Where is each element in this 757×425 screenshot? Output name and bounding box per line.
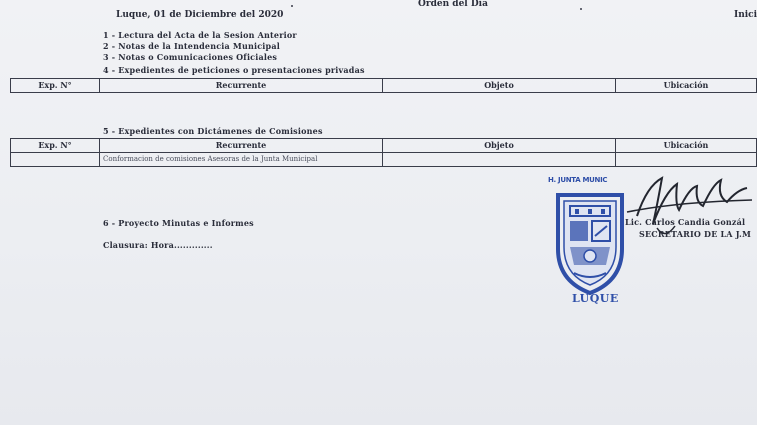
cell-ubicacion — [616, 153, 757, 167]
col-recurrente-header: Recurrente — [100, 139, 383, 153]
header-right-fragment: Inici — [734, 10, 757, 20]
cell-recurrente: Conformacion de comisiones Asesoras de la Junta Municipal — [100, 153, 383, 167]
cell-exp — [11, 153, 100, 167]
col-recurrente-header: Recurrente — [100, 79, 383, 93]
cell-objeto — [383, 153, 616, 167]
document-title: Orden del Día — [418, 0, 488, 9]
col-objeto-header: Objeto — [383, 139, 616, 153]
col-exp-header: Exp. N° — [11, 139, 100, 153]
table-header-row — [11, 79, 757, 93]
col-exp-header: Exp. N° — [11, 79, 100, 93]
agenda-item-3: 3 - Notas o Comunicaciones Oficiales — [103, 52, 278, 62]
agenda-item-1: 1 - Lectura del Acta de la Sesion Anterior — [103, 30, 297, 40]
seal-city-text: LUQUE — [572, 292, 619, 305]
agenda-item-4: 4 - Expedientes de peticiones o presentaciones privadas — [103, 65, 365, 75]
petitions-table — [10, 78, 757, 93]
col-ubicacion-header: Ubicación — [616, 79, 757, 93]
document-date: Luque, 01 de Diciembre del 2020 — [116, 10, 284, 20]
table-row — [11, 153, 757, 167]
signer-name: Lic. Carlos Candia Gonzál — [625, 217, 746, 227]
seal-org-text: H. JUNTA MUNIC — [548, 176, 608, 184]
speck — [291, 5, 293, 7]
table-header-row — [11, 139, 757, 153]
col-ubicacion-header: Ubicación — [616, 139, 757, 153]
agenda-item-2: 2 - Notas de la Intendencia Municipal — [103, 41, 280, 51]
agenda-item-5: 5 - Expedientes con Dictámenes de Comisiones — [103, 126, 323, 136]
signer-title: SECRETARIO DE LA J.M — [639, 229, 752, 239]
col-objeto-header: Objeto — [383, 79, 616, 93]
agenda-item-6: 6 - Proyecto Minutas e Informes — [103, 218, 254, 228]
dictamenes-table — [10, 138, 757, 167]
speck — [580, 8, 582, 10]
closing-time: Clausura: Hora............. — [103, 240, 213, 250]
